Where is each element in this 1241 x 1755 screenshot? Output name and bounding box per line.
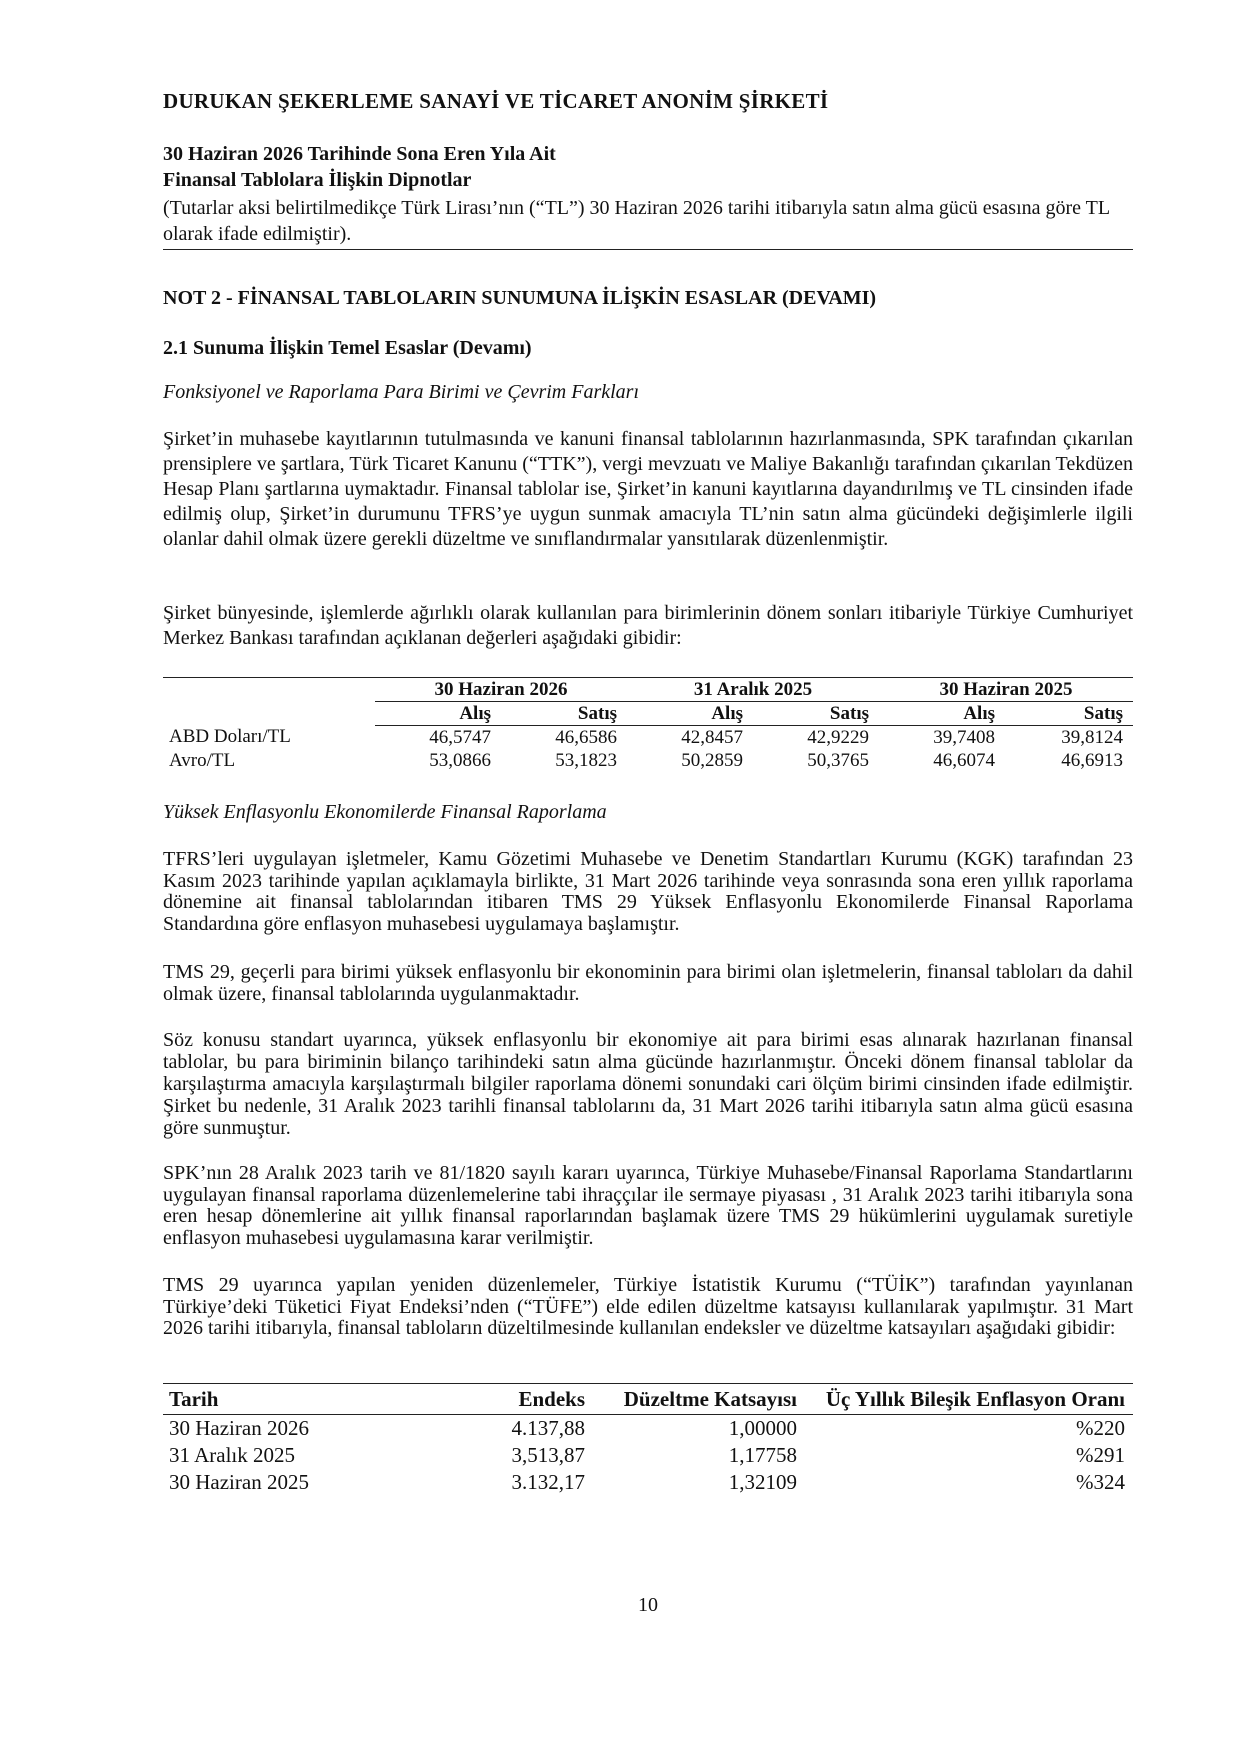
fx-value: 39,8124 bbox=[1061, 726, 1123, 748]
fx-value: 53,0866 bbox=[429, 749, 491, 771]
index-inflation: %291 bbox=[1076, 1443, 1125, 1467]
fx-value: 50,2859 bbox=[681, 749, 743, 771]
index-header-coefficient: Düzeltme Katsayısı bbox=[593, 1384, 805, 1415]
company-name: DURUKAN ŞEKERLEME SANAYİ VE TİCARET ANONİM ŞİRKETİ bbox=[163, 89, 829, 113]
fx-value: 46,6913 bbox=[1061, 749, 1123, 771]
index-value: 3.132,17 bbox=[511, 1470, 585, 1494]
fx-sell-header: Satış bbox=[1005, 702, 1133, 726]
index-header-inflation: Üç Yıllık Bileşik Enflasyon Oranı bbox=[805, 1384, 1133, 1415]
note-title: NOT 2 - FİNANSAL TABLOLARIN SUNUMUNA İLİŞKİN ESASLAR (DEVAMI) bbox=[163, 287, 877, 309]
index-coefficient: 1,17758 bbox=[728, 1443, 797, 1467]
fx-sell-header: Satış bbox=[501, 702, 627, 726]
index-header-index: Endeks bbox=[463, 1384, 593, 1415]
fx-value: 46,6074 bbox=[933, 749, 995, 771]
index-inflation: %324 bbox=[1076, 1470, 1125, 1494]
fx-value: 46,6586 bbox=[555, 726, 617, 748]
fx-value: 39,7408 bbox=[933, 726, 995, 748]
fx-buy-header: Alış bbox=[375, 702, 501, 726]
exchange-rate-table bbox=[163, 677, 1133, 772]
index-value: 4.137,88 bbox=[511, 1416, 585, 1440]
fx-value: 46,5747 bbox=[429, 726, 491, 748]
fx-row-label: Avro/TL bbox=[169, 749, 236, 771]
fx-value: 53,1823 bbox=[555, 749, 617, 771]
table-row bbox=[163, 726, 1133, 750]
index-inflation: %220 bbox=[1076, 1416, 1125, 1440]
fx-sell-header: Satış bbox=[753, 702, 879, 726]
index-date: 30 Haziran 2026 bbox=[169, 1416, 309, 1440]
fx-period-header: 31 Aralık 2025 bbox=[627, 678, 879, 702]
index-coefficient: 1,00000 bbox=[728, 1416, 797, 1440]
subhead-currency: Fonksiyonel ve Raporlama Para Birimi ve Çevrim Farkları bbox=[163, 381, 640, 403]
table-row bbox=[163, 1469, 1133, 1496]
paragraph-currency-intro: Şirket bünyesinde, işlemlerde ağırlıklı olarak kullanılan para birimlerinin dönem sonları itibariyle Türkiye Cumhuriyet Merkez Bankası tarafından açıklanan değerleri aşağıdaki gibidir: bbox=[163, 602, 1133, 649]
index-date: 31 Aralık 2025 bbox=[169, 1443, 295, 1467]
report-subtitle: Finansal Tablolara İlişkin Dipnotlar bbox=[163, 169, 472, 191]
fx-value: 50,3765 bbox=[807, 749, 869, 771]
fx-buy-header: Alış bbox=[879, 702, 1005, 726]
index-value: 3,513,87 bbox=[511, 1443, 585, 1467]
paragraph-tuik: TMS 29 uyarınca yapılan yeniden düzenlemeler, Türkiye İstatistik Kurumu (“TÜİK”) tarafından yayınlanan Türkiye’deki Tüketici Fiyat Endeksi’nden (“TÜFE”) elde edilen düzeltme katsayısı kullanılarak yapılmıştır. 31 Mart 2026 tarihi itibarıyla, finansal tabloların düzeltilmesinde kullanılan endeksler ve düzeltme katsayıları aşağıdaki gibidir: bbox=[163, 1274, 1133, 1339]
paragraph-tfrs: TFRS’leri uygulayan işletmeler, Kamu Gözetimi Muhasebe ve Denetim Standartları Kurumu (KGK) tarafından 23 Kasım 2023 tarihinde yapılan açıklamayla birlikte, 31 Mart 2026 tarihinde veya sonrasında sona eren yıllık raporlama dönemine ait finansal tablolarından itibaren TMS 29 Yüksek Enflasyonlu Ekonomilerde Finansal Raporlama Standardına göre enflasyon muhasebesi uygulamaya başlamıştır. bbox=[163, 848, 1133, 935]
currency-note: (Tutarlar aksi belirtilmedikçe Türk Lirası’nın (“TL”) 30 Haziran 2026 tarihi itibarıyla satın alma gücü esasına göre TL olarak ifade edilmiştir). bbox=[163, 197, 1110, 245]
inflation-index-table bbox=[163, 1383, 1133, 1496]
index-date: 30 Haziran 2025 bbox=[169, 1470, 309, 1494]
document-page bbox=[163, 0, 1133, 1755]
index-header-date: Tarih bbox=[163, 1384, 463, 1415]
section-title: 2.1 Sunuma İlişkin Temel Esaslar (Devamı) bbox=[163, 337, 532, 359]
paragraph-tms29: TMS 29, geçerli para birimi yüksek enflasyonlu bir ekonominin para birimi olan işletmelerin, finansal tabloları da dahil olmak üzere, finansal tablolarında uygulanmaktadır. bbox=[163, 961, 1133, 1005]
fx-value: 42,8457 bbox=[681, 726, 743, 748]
fx-value: 42,9229 bbox=[807, 726, 869, 748]
header-divider bbox=[163, 249, 1133, 250]
index-coefficient: 1,32109 bbox=[728, 1470, 797, 1494]
page-number: 10 bbox=[638, 1594, 658, 1616]
paragraph-spk: SPK’nın 28 Aralık 2023 tarih ve 81/1820 sayılı kararı uyarınca, Türkiye Muhasebe/Finansal Raporlama Standartlarını uygulayan finansal raporlama düzenlemelerine tabi ihraççılar ile sermaye piyasası , 31 Aralık 2023 tarihi itibarıyla sona eren hesap dönemlerine ait yıllık finansal raporlarından başlamak üzere TMS 29 hükümlerini uygulamak suretiyle enflasyon muhasebesi uygulamasına karar verilmiştir. bbox=[163, 1162, 1133, 1249]
fx-buy-header: Alış bbox=[627, 702, 753, 726]
table-row bbox=[163, 1415, 1133, 1443]
table-row bbox=[163, 749, 1133, 772]
paragraph-standard: Söz konusu standart uyarınca, yüksek enflasyonlu bir ekonomiye ait para birimi esas alınarak hazırlanan finansal tablolar, bu para biriminin bilanço tarihindeki satın alma gücünde hazırlanmıştır. Önceki dönem finansal tablolar da karşılaştırma amacıyla karşılaştırmalı bilgiler raporlama dönemi sonundaki cari ölçüm birimi cinsinden ifade edilmiştir. Şirket bu nedenle, 31 Aralık 2023 tarihli finansal tablolarını da, 31 Mart 2026 tarihi itibarıyla satın alma gücü esasına göre sunmuştur. bbox=[163, 1029, 1133, 1139]
table-row bbox=[163, 1442, 1133, 1469]
fx-row-label: ABD Doları/TL bbox=[169, 726, 291, 748]
fx-period-header: 30 Haziran 2026 bbox=[375, 678, 627, 702]
report-period: 30 Haziran 2026 Tarihinde Sona Eren Yıla Ait bbox=[163, 143, 556, 165]
paragraph-accounting-records: Şirket’in muhasebe kayıtlarının tutulmasında ve kanuni finansal tablolarının hazırlanmasında, SPK tarafından çıkarılan prensiplere ve şartlara, Türk Ticaret Kanunu (“TTK”), vergi mevzuatı ve Maliye Bakanlığı tarafından çıkarılan Tekdüzen Hesap Planı şartlarına uymaktadır. Finansal tablolar ise, Şirket’in kanuni kayıtlarına dayandırılmış ve TL cinsinden ifade edilmiş olup, Şirket’in durumunu TFRS’ye uygun sunmak amacıyla TL’nin satın alma gücündeki değişimlerle ilgili olanlar dahil olmak üzere gerekli düzeltme ve sınıflandırmalar yansıtılarak düzenlenmiştir. bbox=[163, 428, 1133, 550]
subhead-inflation: Yüksek Enflasyonlu Ekonomilerde Finansal Raporlama bbox=[163, 801, 607, 823]
fx-period-header: 30 Haziran 2025 bbox=[879, 678, 1133, 702]
